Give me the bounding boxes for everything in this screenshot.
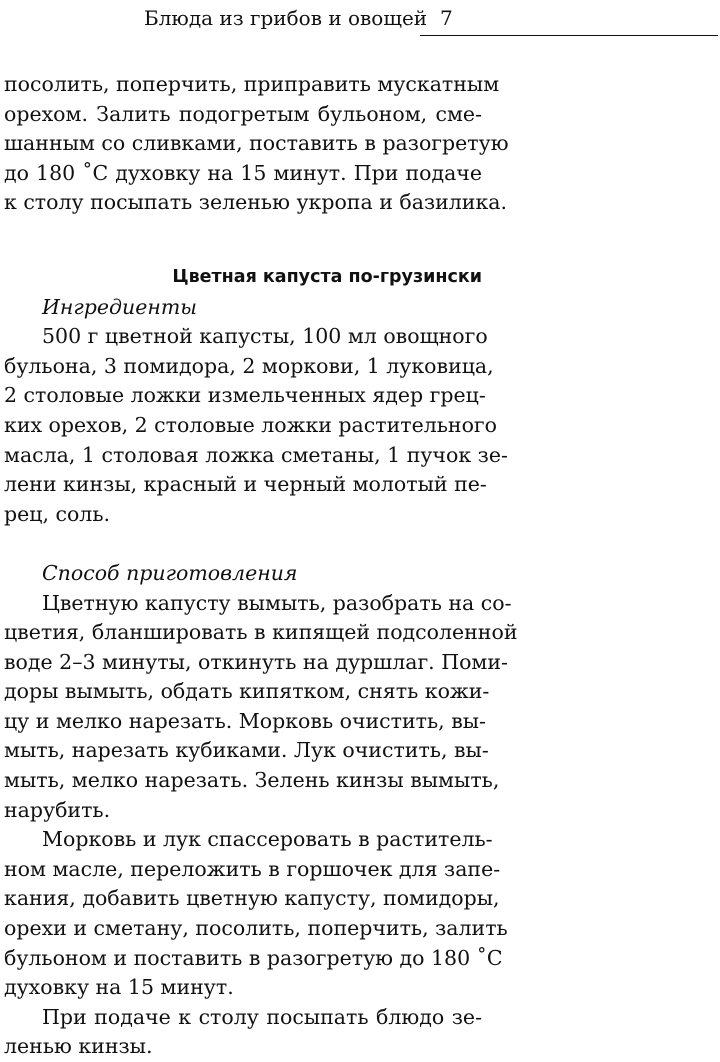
text-line: воде 2–3 минуты, откинуть на дуршлаг. Поми- <box>4 649 508 674</box>
method-paragraph-3 <box>4 1003 482 1062</box>
text-line: 500 г цветной капусты, 100 мл овощного <box>42 324 488 349</box>
text-line: посолить, поперчить, приправить мускатным <box>4 72 500 96</box>
text-line: ких орехов, 2 столовые ложки растительного <box>4 412 498 437</box>
method-label: Способ приготовления <box>42 560 298 585</box>
text-column <box>4 70 518 1062</box>
text-line: мыть, мелко нарезать. Зелень кинзы вымыть, <box>4 768 500 793</box>
method-paragraph-2 <box>4 825 508 1003</box>
intro-paragraph <box>4 70 509 218</box>
text-line: 2 столовые ложки измельченных ядер грец- <box>4 383 486 408</box>
text-line: лени кинзы, красный и черный молотый пе- <box>4 472 487 497</box>
text-line: бульоном и поставить в разогретую до 180 ˚С <box>4 945 503 970</box>
text-line: Морковь и лук спассеровать в раститель- <box>42 827 493 852</box>
text-line: рец, соль. <box>4 501 110 526</box>
text-line: мыть, нарезать кубиками. Лук очистить, вы- <box>4 738 489 763</box>
recipe-title: Цветная капуста по-грузински <box>172 266 482 287</box>
text-line: доры вымыть, обдать кипятком, снять кожи- <box>4 679 490 704</box>
text-line: духовку на 15 минут. <box>4 975 234 1000</box>
text-line: кания, добавить цветную капусту, помидоры, <box>4 886 500 911</box>
text-line: ленью кинзы. <box>4 1034 153 1059</box>
text-line: орехи и сметану, посолить, поперчить, залить <box>4 916 508 941</box>
text-line: цу и мелко нарезать. Морковь очистить, вы- <box>4 708 486 733</box>
text-line: Цветную капусту вымыть, разобрать на со- <box>42 590 512 615</box>
method-paragraph-1 <box>4 589 518 826</box>
text-line: бульона, 3 помидора, 2 моркови, 1 луковица, <box>4 353 494 378</box>
ingredients-label: Ингредиенты <box>42 294 197 319</box>
text-line: ном масле, переложить в горшочек для запе- <box>4 856 501 881</box>
text-line: к столу посыпать зеленью укропа и базилика. <box>4 190 508 215</box>
text-line: орехом. Залить подогретым бульоном, сме- <box>4 101 482 126</box>
text-line: При подаче к столу посыпать блюдо зе- <box>42 1004 482 1029</box>
running-title: Блюда из грибов и овощей <box>144 6 428 30</box>
page-number: 7 <box>440 6 453 30</box>
text-line: масла, 1 столовая ложка сметаны, 1 пучок зе- <box>4 442 508 467</box>
running-header <box>0 0 720 40</box>
text-line: нарубить. <box>4 797 111 822</box>
text-line: цветия, бланшировать в кипящей подсоленной <box>4 620 518 645</box>
text-line: до 180 ˚С духовку на 15 минут. При подаче <box>4 160 482 185</box>
ingredients-paragraph <box>4 322 508 529</box>
header-rule <box>420 35 718 36</box>
text-line: шанным со сливками, поставить в разогретую <box>4 131 509 156</box>
